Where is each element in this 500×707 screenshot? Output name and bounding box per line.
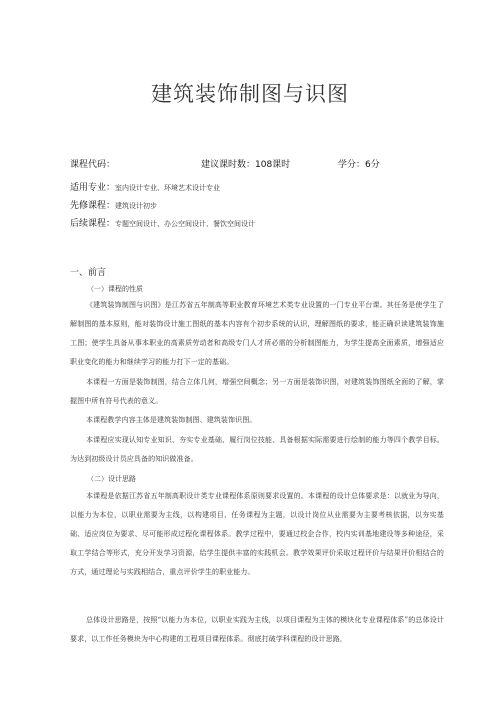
section-heading: 一、前言 [70,268,107,278]
info-followup [70,216,255,229]
course-meta-row [70,157,470,171]
info-value: 专题空间设计、办公空间设计、餐饮空间设计 [115,220,256,228]
paragraph: 本课程是依据江苏省五年制高职设计类专业课程体系原则要求设置的。本课程的设计总体要求是：以就业为导向，以能力为本位，以职业需要为主线，以构建项目、任务课程为主题，以设计岗位从业需要为主要考核依据，以夯实基础、适应岗位为要求、尽可能形成过程化课程体系。教学过程中，要通过校企合作，校内实训基地建设等多种途径，采取工学结合等形式，充分开发学习资源，给学生提供丰富的实践机会。教学效果评价采取过程评价与结果评价相结合的方式，通过理论与实践相结合，重点评价学生的职业能力。 [70,492,444,576]
paragraph: 本课程应实现认知专业知识、夯实专业基础、履行岗位技能、具备根据实际需要进行绘制的能力等四个教学目标。为达到初级设计员应具备的知识做准备。 [70,436,444,463]
paragraph: 本课程一方面是装饰制图，结合立体几何，增强空间概念；另一方面是装饰识图，对建筑装饰图纸全面的了解，掌握图中所有符号代表的意义。 [70,378,444,405]
course-credits-label: 学分：6分 [338,160,380,170]
info-key: 适用专业： [70,183,116,193]
info-value: 建筑设计初步 [115,202,158,210]
course-code-label: 课程代码： [70,160,116,170]
paragraph: 总体设计思路是，按照“以能力为本位，以职业实践为主线，以项目课程为主体的模块化专业课程体系”的总体设计要求，以工作任务模块为中心构建的工程项目课程体系。彻底打破学科课程的设计思路， [70,616,444,643]
subsection-heading: （一）课程的性质 [87,285,143,293]
paragraph: 《建筑装饰制图与识图》是江苏省五年制高等职业教育环境艺术类专业设置的一门专业平台课。其任务是使学生了解制图的基本原则，能对装饰设计施工图纸的基本内容有个初步系统的认识，理解图纸的要求，能正确识读建筑装饰施工图；使学生具备从事本职业的高素质劳动者和高级专门人才所必需的分析制图能力，为学生提高全面素质，增强适应职业变化的能力和继续学习的能力打下一定的基础。 [70,301,444,366]
info-key: 先修课程： [70,201,116,211]
subsection-heading: （二）设计思路 [87,475,136,483]
info-prerequisite [70,198,157,211]
document-title: 建筑装饰制图与识图 [151,82,349,106]
info-applicable-major [70,180,220,193]
info-key: 后续课程： [70,219,116,229]
paragraph: 本课程教学内容主体是建筑装饰制图、建筑装饰识图。 [86,416,257,424]
info-value: 室内设计专业、环境艺术设计专业 [115,184,221,192]
course-hours-label: 建议课时数：108课时 [201,160,291,170]
